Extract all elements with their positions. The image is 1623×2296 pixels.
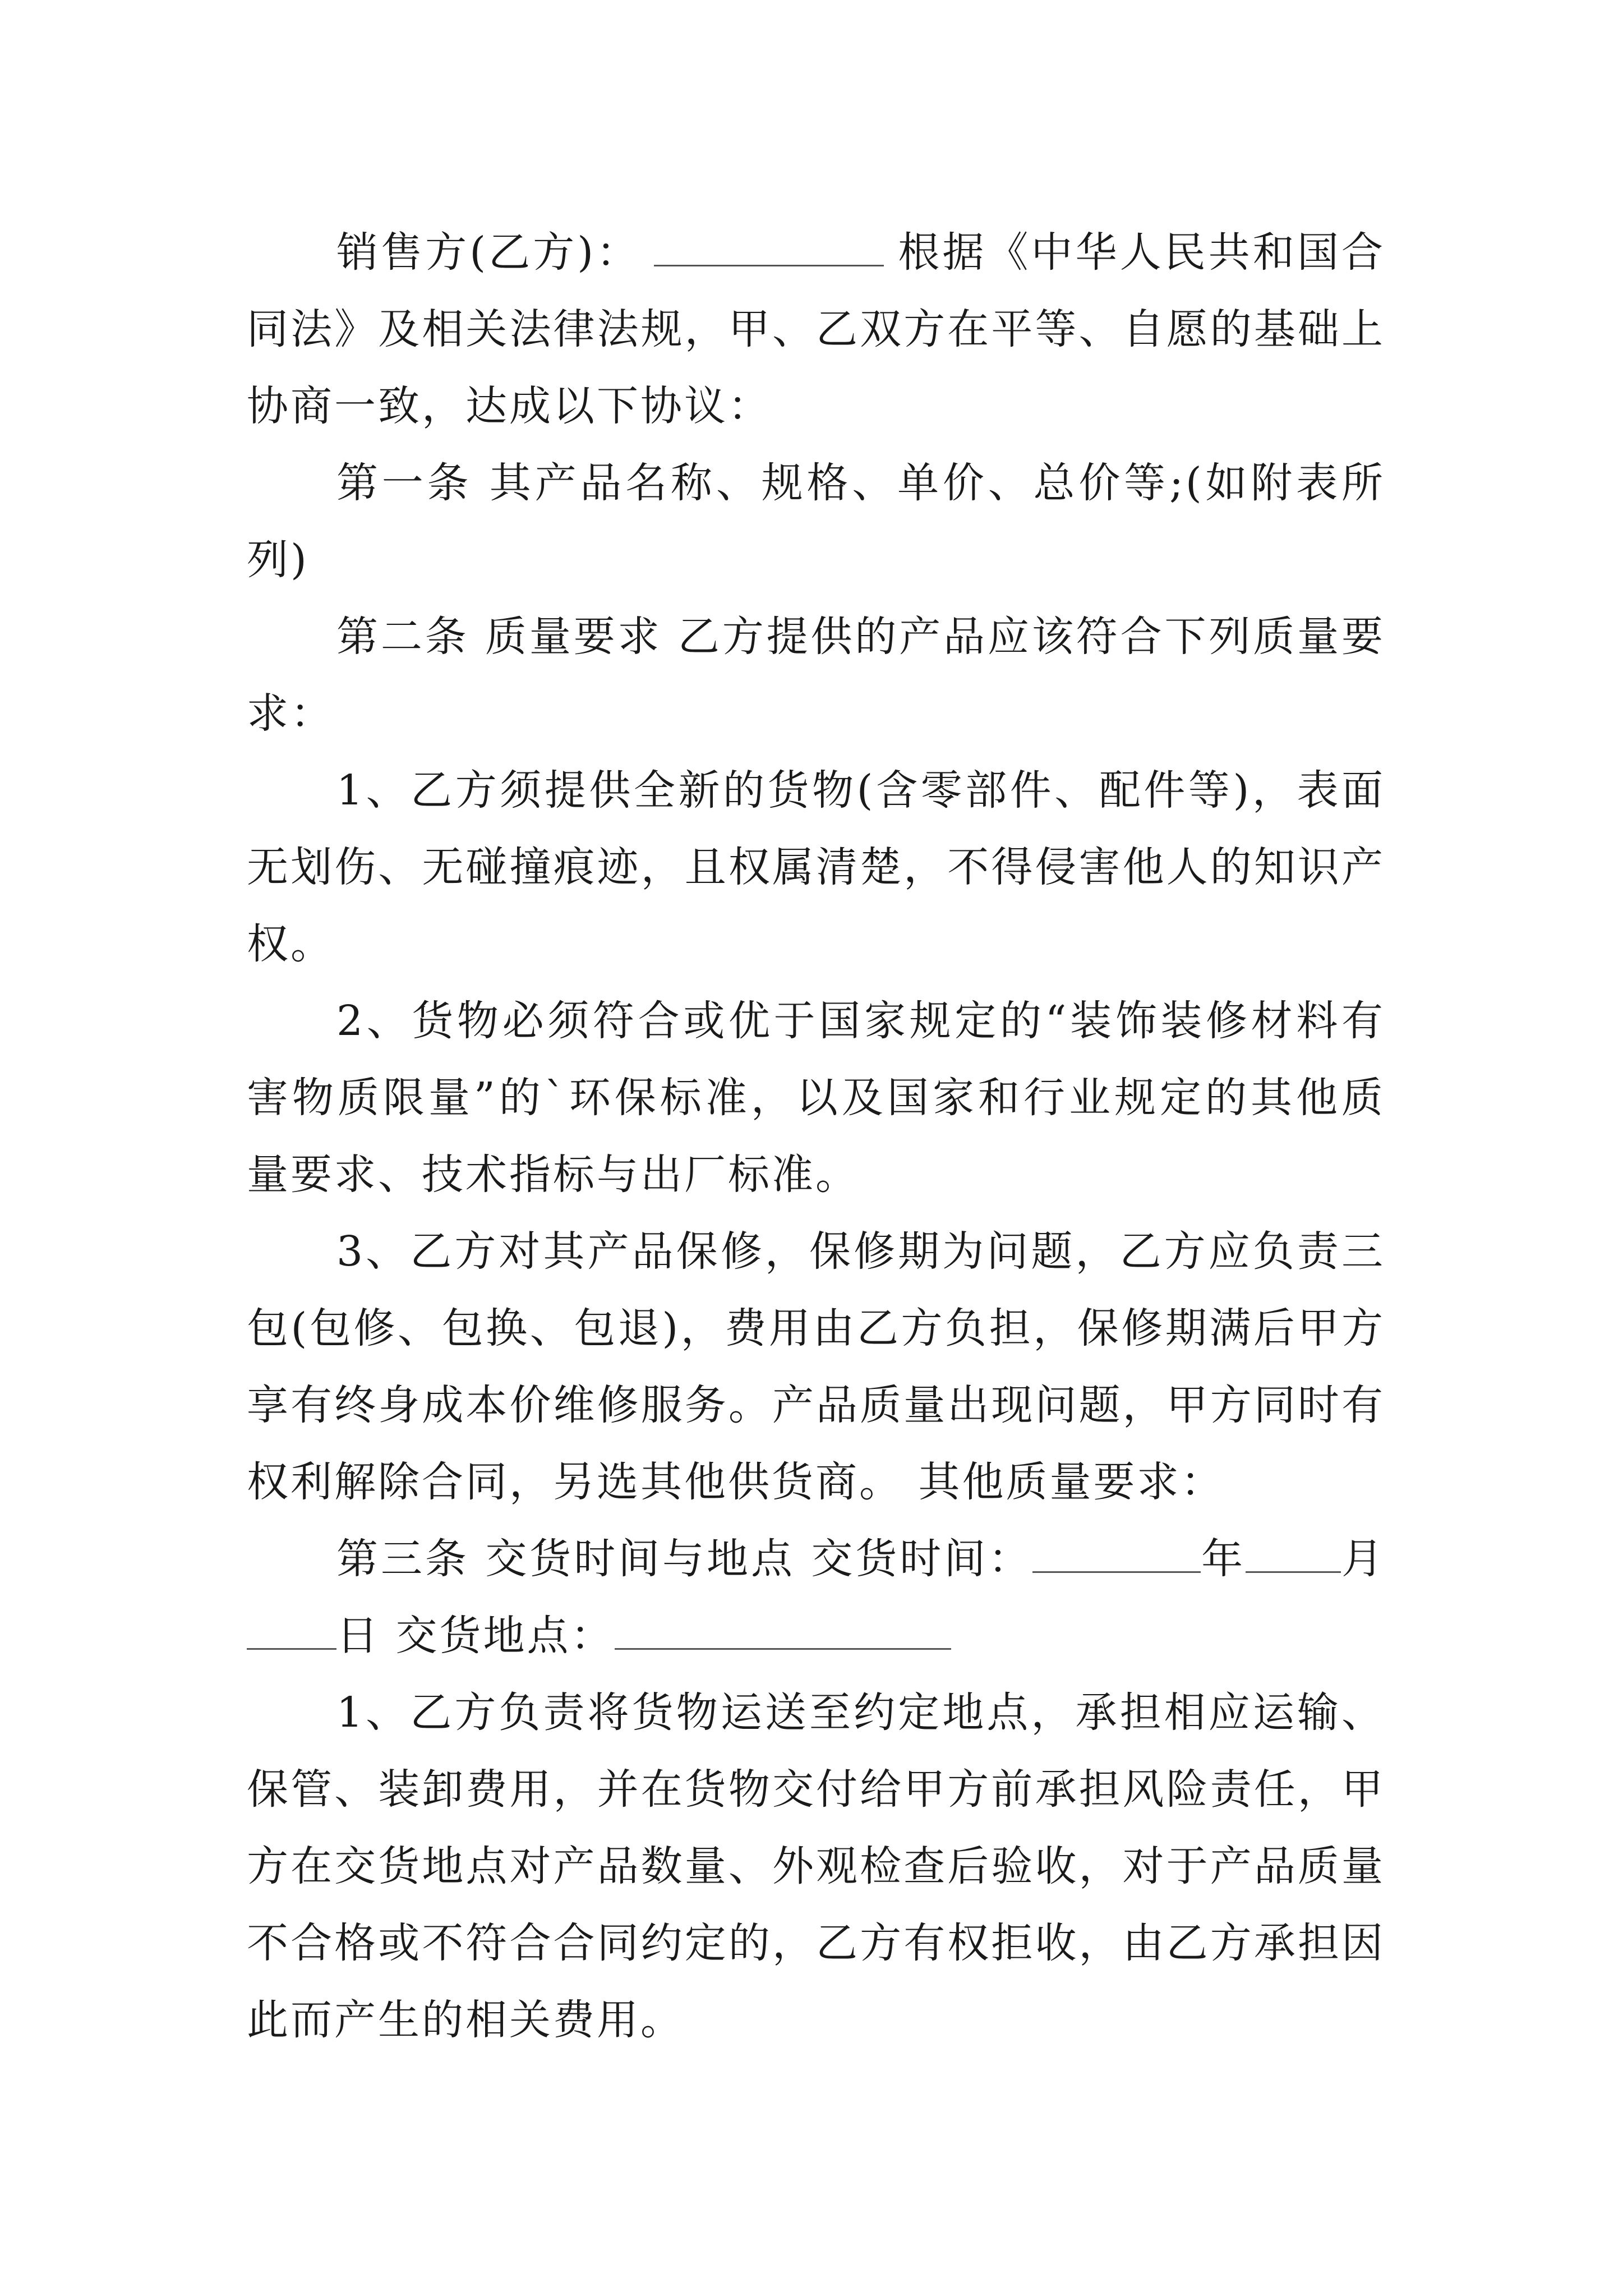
paragraph-article-3 [247, 1521, 1385, 1674]
month-label: 月 [1341, 1535, 1386, 1583]
paragraph-seller [247, 214, 1385, 445]
preamble-text: 根据《中华人民共和国合同法》及相关法律法规，甲、乙双方在平等、自愿的基础上协商一致，达成以下协议： [247, 228, 1386, 430]
year-label: 年 [1201, 1535, 1246, 1583]
delivery-time-label: 第三条 交货时间与地点 交货时间： [336, 1535, 1033, 1583]
seller-blank [654, 226, 884, 266]
paragraph-delivery-1: 1、乙方负责将货物运送至约定地点，承担相应运输、保管、装卸费用，并在货物交付给甲方前承担风险责任，甲方在交货地点对产品数量、外观检查后验收，对于产品质量不合格或不符合合同约定的，乙方有权拒收，由乙方承担因此而产生的相关费用。 [247, 1688, 1385, 2044]
month-blank [1246, 1532, 1341, 1573]
document-body [247, 214, 1385, 2059]
day-and-place-label: 日 交货地点： [336, 1612, 615, 1660]
paragraph-article-1: 第一条 其产品名称、规格、单价、总价等;(如附表所列) [247, 459, 1385, 584]
paragraph-quality-3: 3、乙方对其产品保修，保修期为问题，乙方应负责三包(包修、包换、包退)，费用由乙方负担，保修期满后甲方享有终身成本价维修服务。产品质量出现问题，甲方同时有权利解除合同，另选其他供货商。 其他质量要求： [247, 1227, 1385, 1506]
year-blank [1032, 1532, 1201, 1573]
paragraph-quality-2: 2、货物必须符合或优于国家规定的“装饰装修材料有害物质限量”的`环保标准，以及国家和行业规定的其他质量要求、技术指标与出厂标准。 [247, 997, 1385, 1199]
paragraph-article-2: 第二条 质量要求 乙方提供的产品应该符合下列质量要求： [247, 613, 1385, 738]
day-blank [247, 1609, 336, 1650]
seller-label: 销售方(乙方)： [336, 228, 641, 277]
paragraph-quality-1: 1、乙方须提供全新的货物(含零部件、配件等)，表面无划伤、无碰撞痕迹，且权属清楚，不得侵害他人的知识产权。 [247, 766, 1385, 968]
delivery-place-blank [615, 1609, 951, 1650]
